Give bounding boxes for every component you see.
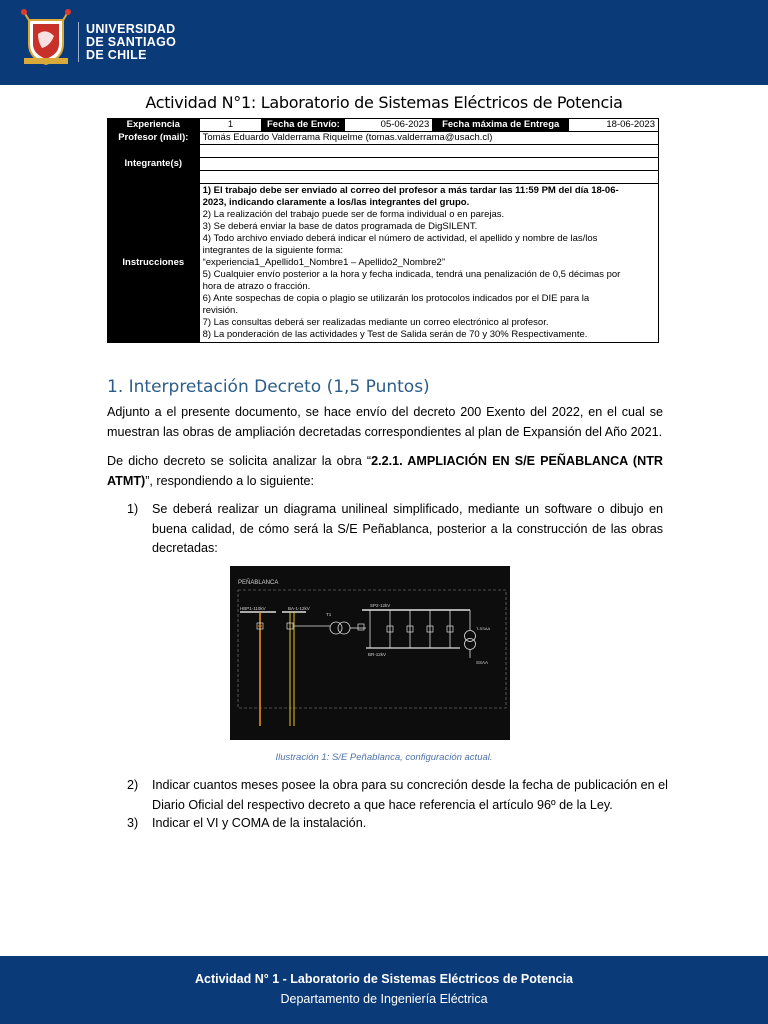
university-name-line: DE CHILE [86, 48, 147, 62]
instruction-line: 2) La realización del trabajo puede ser de forma individual o en parejas. [202, 209, 505, 220]
instruction-line: 8) La ponderación de las actividades y Test de Salida serán de 70 y 30% Respectivamente. [202, 329, 588, 340]
activity-info-table [107, 118, 659, 343]
list-item-text [152, 500, 663, 559]
instruction-line: 4) Todo archivo enviado deberá indicar el número de actividad, el apellido y nombre de las/los [202, 233, 598, 244]
section-title: 1. Interpretación Decreto (1,5 Puntos) [107, 377, 430, 397]
paragraph-line: Adjunto a el presente documento, se hace envío del decreto 200 Exento del 2022, en el cual se [107, 405, 663, 419]
instruction-line: 3) Se deberá enviar la base de datos programada de DigSILENT. [202, 221, 478, 232]
page-header [0, 0, 768, 85]
page-footer [0, 956, 768, 1024]
list-item-line: Se deberá realizar un diagrama unilineal simplificado, mediante un software o dibujo en [152, 502, 663, 516]
obra-name: ATMT) [107, 473, 146, 488]
obra-name: 2.2.1. AMPLIACIÓN EN S/E PEÑABLANCA (NTR [371, 454, 663, 468]
university-logo [20, 8, 72, 68]
footer-activity: Actividad N° 1 - Laboratorio de Sistemas Eléctricos de Potencia [194, 972, 574, 986]
paragraph-line [107, 452, 663, 472]
instruction-line: revisión. [202, 305, 238, 316]
fecha-envio-label: Fecha de Envío: [262, 119, 345, 132]
document-title: Actividad N°1: Laboratorio de Sistemas Eléctricos de Potencia [145, 93, 623, 112]
diagram-bus-label: BR-12kV [368, 652, 387, 657]
instruction-line: 6) Ante sospechas de copia o plagio se utilizarán los protocolos indicados por el DIE para la [202, 293, 590, 304]
list-item-line: Indicar cuantos meses posee la obra para su concreción desde la fecha de publicación en el [152, 778, 668, 792]
paragraph-text: ”, respondiendo a lo siguiente: [145, 473, 314, 488]
list-item-line: Diario Oficial del respectivo decreto a que hace referencia el artículo 96º de la Ley. [152, 797, 613, 812]
diagram-trafo-label: T1 [326, 612, 332, 617]
instruction-line: 1) El trabajo debe ser enviado al correo del profesor a más tardar las 11:59 PM del día 18-06- [202, 185, 619, 196]
paragraph-text: De dicho decreto se solicita analizar la obra “ [107, 454, 372, 468]
profesor-label: Profesor (mail): [108, 132, 200, 145]
diagram-station-label: PEÑABLANCA [238, 580, 279, 586]
integrante-field [199, 171, 658, 184]
list-item-number: 1) [127, 502, 139, 516]
table-row [108, 132, 659, 145]
diagram-trafo-label: T-SSAA [476, 626, 491, 631]
list-item-number: 2) [127, 778, 139, 792]
instruction-line: 2023, indicando claramente a los/las integrantes del grupo. [202, 197, 470, 208]
integrantes-label: Integrante(s) [108, 145, 200, 184]
experiencia-value: 1 [199, 119, 262, 132]
list-item-text [152, 814, 663, 834]
paragraph-obra [107, 452, 663, 491]
list-item-text [152, 776, 668, 815]
instruction-line: integrantes de la siguiente forma: [202, 245, 344, 256]
instruction-line: 5) Cualquier envío posterior a la hora y fecha indicada, tendrá una penalización de 0,5 décimas por [202, 269, 621, 280]
integrante-field [199, 158, 658, 171]
footer-department: Departamento de Ingeniería Eléctrica [280, 992, 488, 1006]
single-line-diagram-image [230, 566, 510, 740]
instruction-line: hora de atrazo o fracción. [202, 281, 311, 292]
instrucciones-label: Instrucciones [108, 184, 200, 343]
integrante-field [199, 145, 658, 158]
paragraph-line: muestran las obras de ampliación decretadas correspondientes al plan de Expansión del Año 2021. [107, 424, 663, 439]
fecha-envio-value: 05-06-2023 [345, 119, 433, 132]
table-row [108, 184, 659, 343]
list-item-number: 3) [127, 816, 139, 830]
university-name [86, 23, 176, 62]
fecha-maxima-value: 18-06-2023 [569, 119, 659, 132]
figure-caption: Ilustración 1: S/E Peñablanca, configuración actual. [275, 752, 493, 763]
fecha-maxima-label: Fecha máxima de Entrega [433, 119, 569, 132]
diagram-ssaa-label: SSAA [476, 660, 489, 665]
instruction-line: “experiencia1_Apellido1_Nombre1 – Apellido2_Nombre2” [202, 257, 445, 268]
diagram-bus-label: BA-1-12kV [288, 606, 310, 611]
instrucciones-list [199, 184, 658, 343]
university-name-line: DE SANTIAGO [86, 35, 177, 49]
university-name-line: UNIVERSIDAD [86, 22, 176, 36]
table-row [108, 119, 659, 132]
header-divider [78, 22, 79, 62]
diagram-bus-label: SP2-12kV [370, 603, 391, 608]
list-item-line: Indicar el VI y COMA de la instalación. [152, 816, 367, 830]
list-item-line: decretadas: [152, 541, 218, 555]
table-row [108, 145, 659, 158]
diagram-bus-label: HBP1-110kV [240, 606, 266, 611]
paragraph-intro [107, 403, 663, 442]
instruction-line: 7) Las consultas deberá ser realizadas mediante un correo electrónico al profesor. [202, 317, 549, 328]
paragraph-line [107, 472, 663, 492]
experiencia-label: Experiencia [108, 119, 200, 132]
list-item-line: buena calidad, de cómo será la S/E Peñablanca, posterior a la construcción de las obras [152, 521, 663, 536]
profesor-value: Tomás Eduardo Valderrama Riquelme (tomas.valderrama@usach.cl) [199, 132, 658, 145]
